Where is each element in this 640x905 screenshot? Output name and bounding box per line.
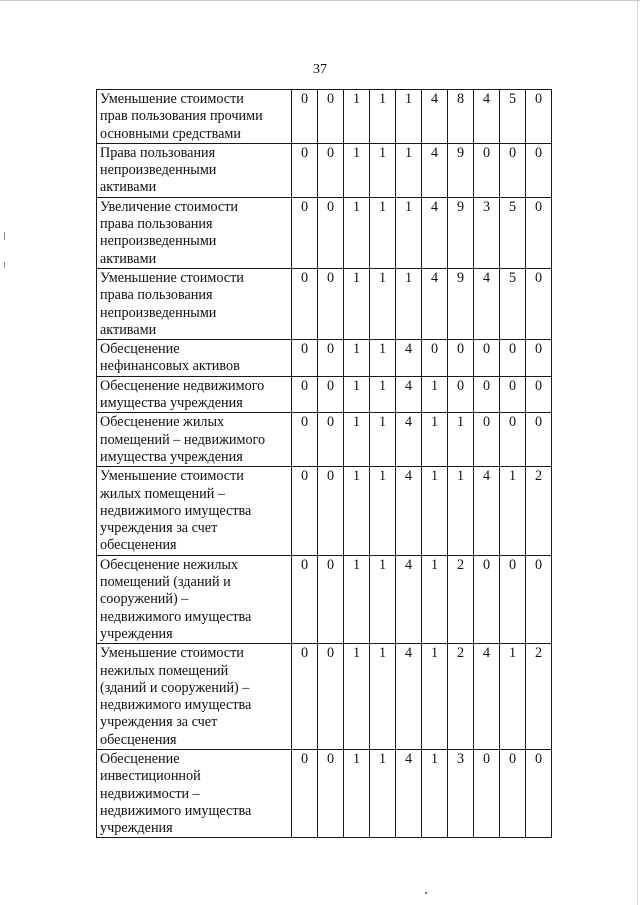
code-digit: 0 <box>318 376 344 413</box>
code-digit: 2 <box>526 467 552 555</box>
code-digit: 0 <box>292 268 318 339</box>
code-digit: 0 <box>500 143 526 197</box>
table-row <box>97 555 552 643</box>
code-digit: 0 <box>526 90 552 144</box>
row-label: Уменьшение стоимости прав пользования прочими основными средствами <box>97 90 292 144</box>
scan-mark <box>4 262 5 268</box>
account-codes-table <box>96 89 552 838</box>
code-digit: 0 <box>318 143 344 197</box>
code-digit: 9 <box>448 143 474 197</box>
code-digit: 0 <box>474 376 500 413</box>
code-digit: 0 <box>500 413 526 467</box>
code-digit: 4 <box>474 268 500 339</box>
code-digit: 1 <box>396 268 422 339</box>
code-digit: 1 <box>396 197 422 268</box>
table-row <box>97 143 552 197</box>
code-digit: 1 <box>370 268 396 339</box>
code-digit: 0 <box>318 90 344 144</box>
table-row <box>97 340 552 377</box>
code-digit: 1 <box>448 467 474 555</box>
row-label: Увеличение стоимости права пользования непроизведенными активами <box>97 197 292 268</box>
table-row <box>97 197 552 268</box>
code-digit: 4 <box>474 467 500 555</box>
code-digit: 0 <box>448 340 474 377</box>
code-digit: 0 <box>318 644 344 750</box>
code-digit: 0 <box>318 555 344 643</box>
row-label: Уменьшение стоимости жилых помещений – недвижимого имущества учреждения за счет обесценения <box>97 467 292 555</box>
scan-edge-right <box>637 0 638 905</box>
code-digit: 0 <box>526 268 552 339</box>
code-digit: 0 <box>526 197 552 268</box>
code-digit: 0 <box>318 467 344 555</box>
code-digit: 8 <box>448 90 474 144</box>
code-digit: 1 <box>344 376 370 413</box>
code-digit: 0 <box>318 340 344 377</box>
code-digit: 4 <box>422 197 448 268</box>
code-digit: 4 <box>396 376 422 413</box>
code-digit: 1 <box>422 749 448 837</box>
code-digit: 0 <box>292 644 318 750</box>
code-digit: 2 <box>526 644 552 750</box>
code-digit: 1 <box>344 644 370 750</box>
code-digit: 1 <box>370 413 396 467</box>
code-digit: 4 <box>396 340 422 377</box>
row-label: Обесценение нефинансовых активов <box>97 340 292 377</box>
code-digit: 0 <box>318 268 344 339</box>
code-digit: 0 <box>318 197 344 268</box>
code-digit: 1 <box>422 555 448 643</box>
row-label: Обесценение жилых помещений – недвижимого имущества учреждения <box>97 413 292 467</box>
code-digit: 1 <box>344 413 370 467</box>
code-digit: 1 <box>344 143 370 197</box>
code-digit: 0 <box>500 376 526 413</box>
code-digit: 4 <box>422 268 448 339</box>
row-label: Права пользования непроизведенными активами <box>97 143 292 197</box>
row-label: Уменьшение стоимости нежилых помещений (зданий и сооружений) – недвижимого имущества учреждения за счет обесценения <box>97 644 292 750</box>
code-digit: 0 <box>474 413 500 467</box>
table-row <box>97 413 552 467</box>
code-digit: 1 <box>396 143 422 197</box>
code-digit: 0 <box>526 749 552 837</box>
row-label: Уменьшение стоимости права пользования непроизведенными активами <box>97 268 292 339</box>
code-digit: 0 <box>474 555 500 643</box>
code-digit: 4 <box>396 467 422 555</box>
code-digit: 1 <box>344 268 370 339</box>
code-digit: 1 <box>422 467 448 555</box>
code-digit: 2 <box>448 555 474 643</box>
code-digit: 1 <box>370 749 396 837</box>
code-digit: 0 <box>448 376 474 413</box>
table-row <box>97 467 552 555</box>
code-digit: 1 <box>370 376 396 413</box>
code-digit: 1 <box>344 467 370 555</box>
code-digit: 5 <box>500 90 526 144</box>
code-digit: 4 <box>396 413 422 467</box>
code-digit: 0 <box>292 143 318 197</box>
code-digit: 0 <box>292 90 318 144</box>
code-digit: 0 <box>292 197 318 268</box>
code-digit: 0 <box>526 555 552 643</box>
code-digit: 4 <box>474 644 500 750</box>
table-row <box>97 90 552 144</box>
code-digit: 4 <box>396 644 422 750</box>
code-digit: 1 <box>370 340 396 377</box>
code-digit: 1 <box>370 143 396 197</box>
code-digit: 0 <box>292 555 318 643</box>
code-digit: 1 <box>370 90 396 144</box>
code-digit: 4 <box>422 90 448 144</box>
table-body <box>97 90 552 838</box>
code-digit: 9 <box>448 197 474 268</box>
code-digit: 0 <box>474 749 500 837</box>
code-digit: 5 <box>500 197 526 268</box>
code-digit: 0 <box>292 467 318 555</box>
code-digit: 0 <box>474 143 500 197</box>
code-digit: 1 <box>370 644 396 750</box>
code-digit: 1 <box>422 413 448 467</box>
code-digit: 9 <box>448 268 474 339</box>
table-row <box>97 376 552 413</box>
code-digit: 5 <box>500 268 526 339</box>
code-digit: 0 <box>500 340 526 377</box>
row-label: Обесценение недвижимого имущества учреждения <box>97 376 292 413</box>
code-digit: 0 <box>318 413 344 467</box>
code-digit: 0 <box>474 340 500 377</box>
table-row <box>97 644 552 750</box>
code-digit: 1 <box>370 197 396 268</box>
scan-edge-top <box>0 0 640 1</box>
code-digit: 0 <box>500 555 526 643</box>
code-digit: 1 <box>422 644 448 750</box>
scan-mark <box>4 232 5 240</box>
code-digit: 0 <box>318 749 344 837</box>
code-digit: 1 <box>344 340 370 377</box>
code-digit: 0 <box>292 749 318 837</box>
code-digit: 0 <box>526 143 552 197</box>
code-digit: 4 <box>422 143 448 197</box>
row-label: Обесценение нежилых помещений (зданий и сооружений) – недвижимого имущества учреждения <box>97 555 292 643</box>
code-digit: 4 <box>474 90 500 144</box>
code-digit: 0 <box>500 749 526 837</box>
code-digit: 1 <box>344 197 370 268</box>
code-digit: 0 <box>422 340 448 377</box>
code-digit: 0 <box>526 340 552 377</box>
scan-speck <box>425 892 427 894</box>
page-number: 37 <box>313 62 327 77</box>
code-digit: 1 <box>396 90 422 144</box>
code-digit: 0 <box>292 376 318 413</box>
code-digit: 0 <box>292 413 318 467</box>
code-digit: 4 <box>396 555 422 643</box>
code-digit: 0 <box>526 376 552 413</box>
code-digit: 4 <box>396 749 422 837</box>
code-digit: 1 <box>344 90 370 144</box>
table-row <box>97 268 552 339</box>
code-digit: 2 <box>448 644 474 750</box>
code-digit: 1 <box>370 555 396 643</box>
code-digit: 1 <box>500 644 526 750</box>
code-digit: 3 <box>474 197 500 268</box>
code-digit: 0 <box>526 413 552 467</box>
code-digit: 1 <box>370 467 396 555</box>
code-digit: 1 <box>448 413 474 467</box>
code-digit: 1 <box>422 376 448 413</box>
code-digit: 1 <box>344 555 370 643</box>
code-digit: 0 <box>292 340 318 377</box>
code-digit: 1 <box>500 467 526 555</box>
code-digit: 1 <box>344 749 370 837</box>
table-row <box>97 749 552 837</box>
row-label: Обесценение инвестиционной недвижимости – недвижимого имущества учреждения <box>97 749 292 837</box>
code-digit: 3 <box>448 749 474 837</box>
